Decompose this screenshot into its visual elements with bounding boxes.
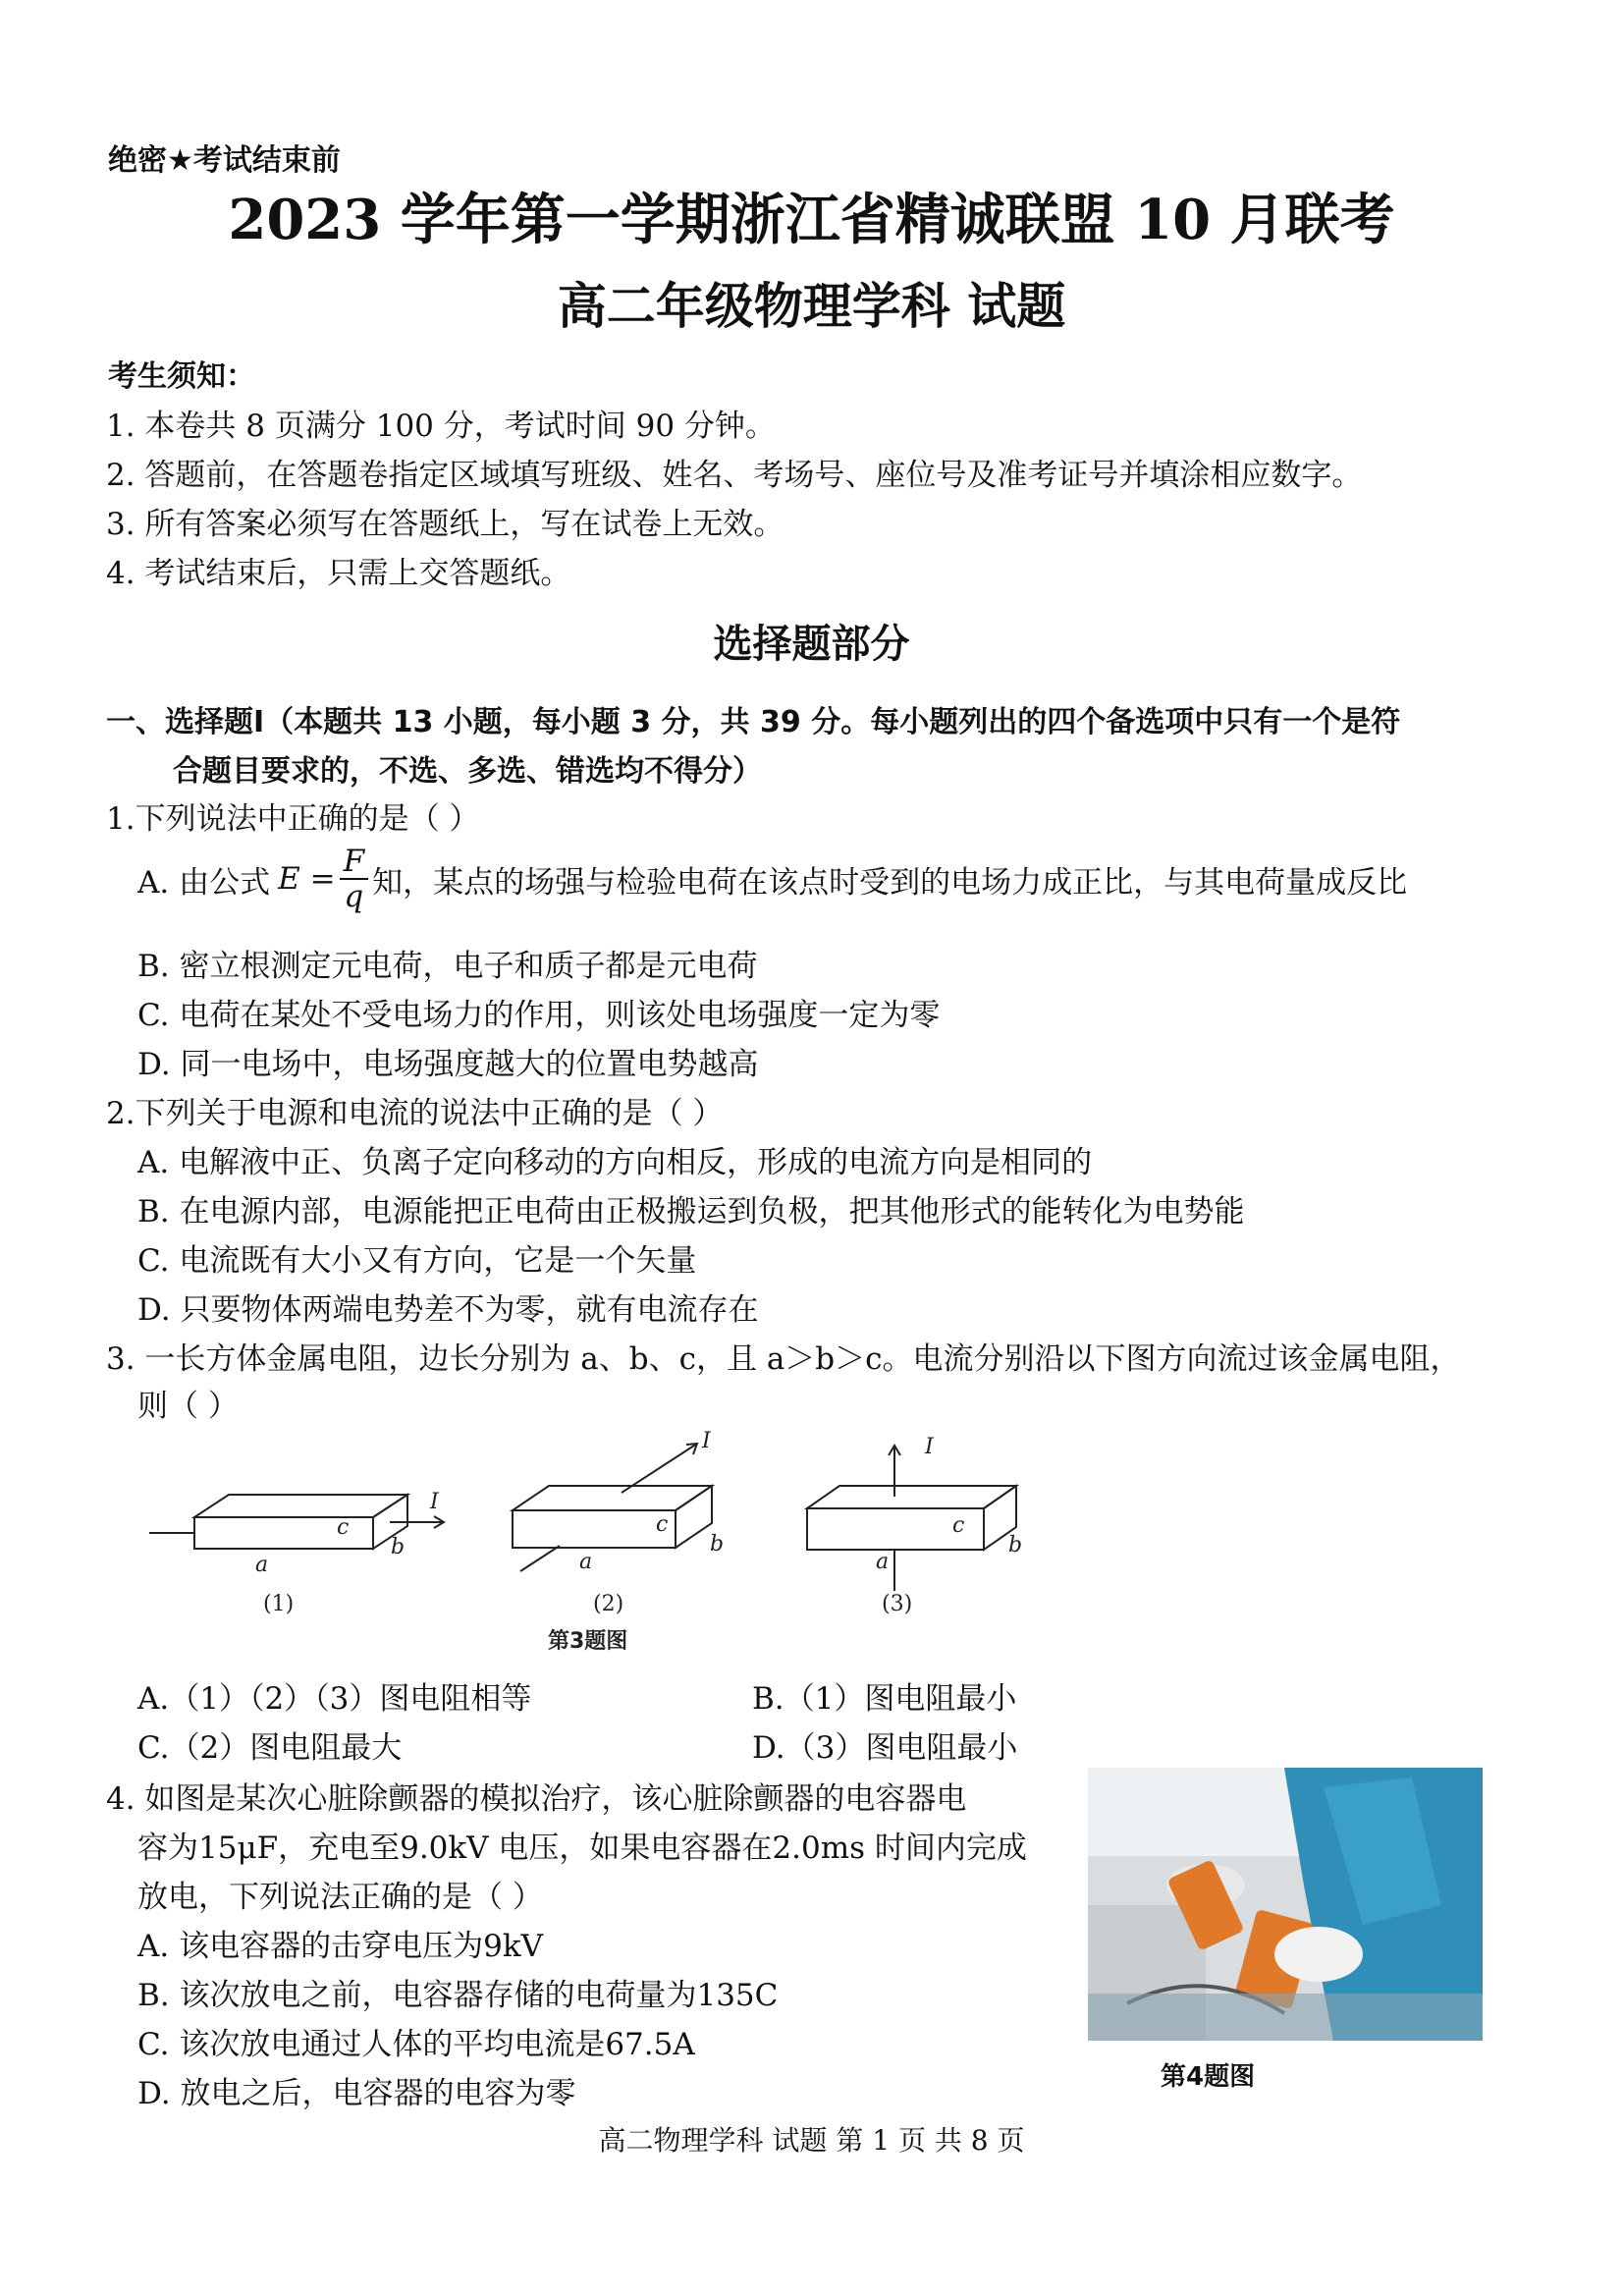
question-2-stem: 2.下列关于电源和电流的说法中正确的是（ ） [106,1096,724,1131]
box1-edge-a: a [255,1553,269,1577]
box2-lead-in [520,1546,560,1571]
notice-item: 1. 本卷共 8 页满分 100 分，考试时间 90 分钟。 [106,409,776,444]
question-4-option-a: A. 该电容器的击穿电压为9kV [137,1929,543,1964]
question-3-stem-cont: 则（ ） [137,1389,239,1424]
formula-fraction [340,845,369,913]
option-a-suffix: 知，某点的场强与检验电荷在该点时受到的电场力成正比，与其电荷量成反比 [372,864,1408,901]
notice-item: 4. 考试结束后，只需上交答题纸。 [106,556,571,591]
question-2-option-c: C. 电流既有大小又有方向，它是一个矢量 [137,1243,697,1279]
question-4-stem-cont: 容为15μF，充电至9.0kV 电压，如果电容器在2.0ms 时间内完成 [137,1831,1027,1866]
box2-edge-b: b [710,1532,725,1557]
question-4-stem-cont: 放电，下列说法正确的是（ ） [137,1880,543,1915]
box2-edge-a: a [579,1550,593,1574]
box3-top [807,1486,1016,1508]
question-3-option-d: D.（3）图电阻最小 [752,1730,1018,1766]
box2-edge-c: c [656,1512,669,1537]
section-title: 选择题部分 [713,621,910,667]
box2-current-label: I [702,1429,711,1453]
question-1-option-d: D. 同一电场中，电场强度越大的位置电势越高 [137,1047,759,1082]
box3-current-label: I [925,1435,934,1459]
question-3-stem: 3. 一长方体金属电阻，边长分别为 a、b、c，且 a＞b＞c。电流分别沿以下图方向流过该金属电阻， [106,1341,1461,1377]
figure-4-caption: 第4题图 [1161,2062,1256,2092]
box1-edge-c: c [337,1515,350,1540]
question-3-option-b: B.（1）图电阻最小 [752,1681,1017,1717]
question-4-option-b: B. 该次放电之前，电容器存储的电荷量为135C [137,1978,779,2013]
figure-label-2: (2) [593,1592,624,1616]
formula-denominator: q [344,879,364,914]
question-1-option-b: B. 密立根测定元电荷，电子和质子都是元电荷 [137,949,758,984]
notice-item: 3. 所有答案必须写在答题纸上，写在试卷上无效。 [106,507,784,542]
box2-side [676,1486,712,1548]
box1-top [194,1495,407,1517]
figure-label-1: (1) [263,1592,295,1616]
box3-edge-c: c [952,1513,965,1538]
page-footer: 高二物理学科 试题 第 1 页 共 8 页 [598,2124,1025,2157]
part-instructions: 一、选择题Ⅰ（本题共 13 小题，每小题 3 分，共 39 分。每小题列出的四个备选项中只有一个是符 [106,705,1401,739]
question-3-option-a: A.（1）（2）（3）图电阻相等 [137,1681,532,1717]
question-3-option-c: C.（2）图电阻最大 [137,1730,403,1766]
formula-numerator: F [340,845,369,880]
defibrillator-photo [1088,1768,1483,2041]
box2-front [513,1510,676,1548]
figure-3-caption: 第3题图 [548,1629,628,1654]
question-2-option-d: D. 只要物体两端电势差不为零，就有电流存在 [137,1292,759,1328]
question-3-figure [137,1424,1080,1660]
question-1-option-a [137,845,1407,913]
formula-lhs: E = [278,861,336,897]
exam-subtitle: 高二年级物理学科 试题 [557,277,1066,335]
box3-edge-a: a [876,1550,890,1574]
confidential-label: 绝密★考试结束前 [108,143,341,178]
box1-current-label: I [430,1490,439,1514]
question-4-option-c: C. 该次放电通过人体的平均电流是67.5A [137,2027,695,2062]
notice-item: 2. 答题前，在答题卷指定区域填写班级、姓名、考场号、座位号及准考证号并填涂相应数字。 [106,458,1363,493]
box3-edge-b: b [1008,1533,1023,1558]
question-1-option-c: C. 电荷在某处不受电场力的作用，则该处电场强度一定为零 [137,998,941,1033]
question-4-option-d: D. 放电之后，电容器的电容为零 [137,2076,576,2111]
part-instructions-cont: 合题目要求的，不选、多选、错选均不得分） [173,754,762,789]
question-2-option-a: A. 电解液中正、负离子定向移动的方向相反，形成的电流方向是相同的 [137,1145,1093,1180]
figure-label-3: (3) [882,1592,913,1616]
exam-title: 2023 学年第一学期浙江省精诚联盟 10 月联考 [228,188,1395,252]
box1-edge-b: b [391,1535,406,1559]
question-1-stem: 1.下列说法中正确的是（ ） [106,801,480,837]
notice-heading: 考生须知： [108,359,255,394]
option-a-prefix: A. 由公式 [137,864,271,901]
question-2-option-b: B. 在电源内部，电源能把正电荷由正极搬运到负极，把其他形式的能转化为电势能 [137,1194,1245,1230]
question-4-stem: 4. 如图是某次心脏除颤器的模拟治疗，该心脏除颤器的电容器电 [106,1781,967,1817]
